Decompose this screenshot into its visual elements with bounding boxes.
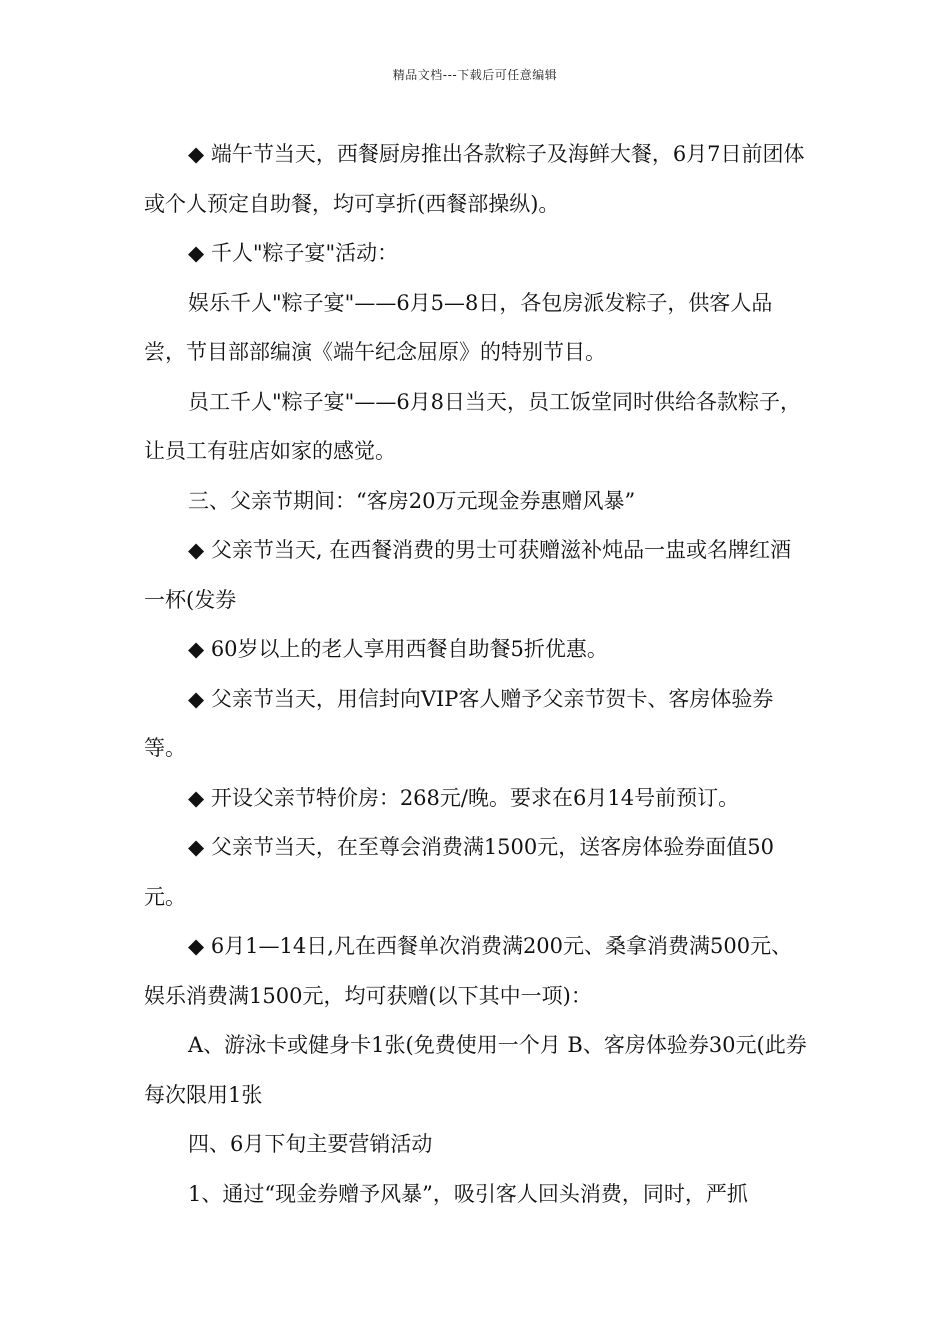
paragraph: A、游泳卡或健身卡1张(免费使用一个月 B、客房体验券30元(此券每次限用1张 xyxy=(144,1033,807,1107)
page-header: 精品文档---下载后可任意编辑 xyxy=(392,68,558,82)
paragraph: ◆ 开设父亲节特价房：268元/晚。要求在6月14号前预订。 xyxy=(188,785,740,810)
document-body xyxy=(144,130,808,1219)
section-heading: 四、6月下旬主要营销活动 xyxy=(188,1132,433,1156)
paragraph: ◆ 父亲节当天, 在西餐消费的男士可获赠滋补炖品一盅或名牌红酒一杯(发券 xyxy=(144,538,792,612)
paragraph: ◆ 端午节当天，西餐厨房推出各款粽子及海鲜大餐，6月7日前团体或个人预定自助餐，均可享折(西餐部操纵)。 xyxy=(144,142,805,216)
paragraph: ◆ 父亲节当天，在至尊会消费满1500元，送客房体验券面值50元。 xyxy=(144,835,774,909)
section-heading: 三、父亲节期间：“客房20万元现金券惠赠风暴” xyxy=(188,488,636,513)
paragraph: ◆ 父亲节当天，用信封向VIP客人赠予父亲节贺卡、客房体验券等。 xyxy=(144,686,774,760)
paragraph: ◆ 60岁以上的老人享用西餐自助餐5折优惠。 xyxy=(188,637,608,661)
paragraph: 娱乐千人"粽子宴"——6月5—8日，各包房派发粽子，供客人品尝，节目部部编演《端午纪念屈原》的特别节目。 xyxy=(144,290,773,364)
paragraph: ◆ 6月1—14日,凡在西餐单次消费满200元、桑拿消费满500元、娱乐消费满1500元，均可获赠(以下其中一项)： xyxy=(144,934,793,1008)
paragraph: 1、通过“现金券赠予风暴”，吸引客人回头消费，同时，严抓 xyxy=(188,1181,748,1206)
paragraph: 员工千人"粽子宴"——6月8日当天，员工饭堂同时供给各款粽子，让员工有驻店如家的感觉。 xyxy=(144,389,802,463)
paragraph: ◆ 千人"粽子宴"活动： xyxy=(188,241,399,265)
